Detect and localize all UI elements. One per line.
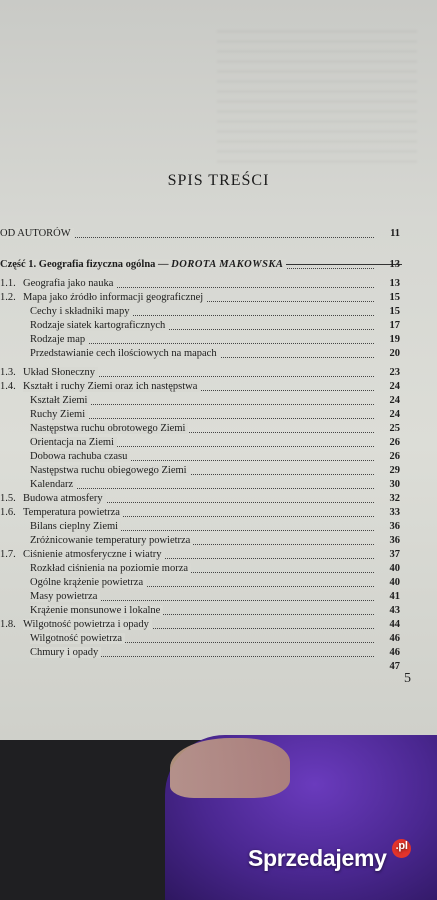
page-number: 5 — [404, 671, 411, 686]
toc-entry-title: Ruchy Ziemi — [30, 409, 86, 420]
toc-entry-title-wrap — [30, 450, 374, 464]
toc-entry-title: Wilgotność powietrza i opady — [23, 619, 149, 630]
toc-entry-title-wrap — [30, 576, 374, 590]
toc-entry-title-wrap — [30, 534, 374, 548]
toc-entry-title-wrap — [30, 562, 374, 576]
toc-page-number: 24 — [389, 409, 400, 420]
toc-extra-page-number-row — [0, 660, 400, 674]
toc-page-number: 17 — [389, 320, 400, 331]
toc-page-number: 37 — [389, 549, 400, 560]
toc-entry — [0, 492, 400, 506]
toc-entry-title-wrap — [23, 277, 374, 291]
toc-entry — [0, 506, 400, 520]
toc-entry-title: Układ Słoneczny — [23, 367, 96, 378]
toc-page-number: 47 — [389, 661, 400, 672]
toc-entry — [0, 380, 400, 394]
toc-section-number: 1.5. — [0, 493, 16, 504]
toc-page-number: 36 — [389, 521, 400, 532]
toc-entry — [0, 436, 400, 450]
toc-entry-title-wrap — [23, 492, 374, 506]
toc-entry-title-wrap — [30, 436, 374, 450]
toc-entry-title: Dobowa rachuba czasu — [30, 451, 128, 462]
toc-entry-title-wrap — [30, 305, 374, 319]
toc-entry-title: Kształt Ziemi — [30, 395, 88, 406]
toc-page-number: 25 — [389, 423, 400, 434]
toc-entry — [0, 478, 400, 492]
toc-entry — [0, 227, 400, 241]
toc-entry-title: Rodzaje siatek kartograficznych — [30, 320, 166, 331]
toc-entry — [0, 562, 400, 576]
toc-entry-title: Ogólne krążenie powietrza — [30, 577, 144, 588]
toc-entry — [0, 576, 400, 590]
toc-page-number: 29 — [389, 465, 400, 476]
toc-entry-title-wrap — [30, 394, 374, 408]
toc-entry-title: Geografia jako nauka — [23, 278, 114, 289]
toc-page-number: 30 — [389, 479, 400, 490]
toc-entry-author: DOROTA MAKOWSKA — [171, 259, 284, 270]
toc-section-number: 1.3. — [0, 367, 16, 378]
toc-entry-title: Mapa jako źródło informacji geograficznej — [23, 292, 204, 303]
toc-entry-title-wrap — [30, 319, 374, 333]
watermark-text: Sprzedajemy — [248, 845, 387, 871]
toc-entry — [0, 394, 400, 408]
toc-entry-title: Bilans cieplny Ziemi — [30, 521, 119, 532]
watermark-logo — [248, 840, 408, 872]
toc-entry-title-wrap — [23, 366, 374, 380]
toc-entry — [0, 646, 400, 660]
toc-entry-title-wrap — [30, 408, 374, 422]
toc-page-number: 46 — [389, 647, 400, 658]
toc-page-number: 33 — [389, 507, 400, 518]
toc-entry-title-wrap — [23, 618, 374, 632]
toc-section-number: 1.8. — [0, 619, 16, 630]
toc-entry — [0, 534, 400, 548]
toc-entry-title-wrap — [30, 422, 374, 436]
toc-page-number: 24 — [389, 381, 400, 392]
toc-entry — [0, 422, 400, 436]
toc-entry-title: Zróżnicowanie temperatury powietrza — [30, 535, 191, 546]
page-title: SPIS TREŚCI — [167, 172, 270, 189]
toc-page-number: 15 — [389, 292, 400, 303]
toc-page-number: 24 — [389, 395, 400, 406]
toc-section-number: 1.1. — [0, 278, 16, 289]
toc-page-number: 40 — [389, 563, 400, 574]
toc-entry — [0, 450, 400, 464]
toc-entry-title: Następstwa ruchu obrotowego Ziemi — [30, 423, 186, 434]
toc-page-number: 32 — [389, 493, 400, 504]
toc-entry-title: Chmury i opady — [30, 647, 99, 658]
toc-entry-title-wrap — [23, 506, 374, 520]
toc-page-number: 19 — [389, 334, 400, 345]
toc-entry-title: Rozkład ciśnienia na poziomie morza — [30, 563, 189, 574]
toc-entry — [0, 319, 400, 333]
toc-entry-title: Kształt i ruchy Ziemi oraz ich następstwa — [23, 381, 198, 392]
toc-page-number: 15 — [389, 306, 400, 317]
toc-entry-title-wrap — [30, 590, 374, 604]
toc-entry-title: Przedstawianie cech ilościowych na mapach — [30, 348, 217, 359]
toc-entry — [0, 277, 400, 291]
toc-entry-title-wrap — [30, 520, 374, 534]
toc-entry-title: Ciśnienie atmosferyczne i wiatry — [23, 549, 162, 560]
toc-entry — [0, 590, 400, 604]
bleed-through-text — [217, 22, 417, 162]
toc-entry-title: Część 1. Geografia fizyczna ogólna — — [0, 259, 172, 270]
toc-page-number: 36 — [389, 535, 400, 546]
toc-entry — [0, 464, 400, 478]
toc-section-number: 1.7. — [0, 549, 16, 560]
toc-entry-title-wrap — [30, 464, 374, 478]
toc-page-number: 46 — [389, 633, 400, 644]
toc-entry-title: Rodzaje map — [30, 334, 86, 345]
toc-section-number: 1.2. — [0, 292, 16, 303]
toc-entry-title-wrap — [23, 548, 374, 562]
toc-entry — [0, 632, 400, 646]
toc-entry — [0, 618, 400, 632]
toc-entry-title-wrap — [30, 632, 374, 646]
toc-entry-title-wrap — [30, 347, 374, 361]
toc-entry — [0, 520, 400, 534]
toc-page-number: 26 — [389, 451, 400, 462]
toc-entry-title-wrap — [30, 478, 374, 492]
toc-entry-title: Masy powietrza — [30, 591, 98, 602]
toc-page-number: 41 — [389, 591, 400, 602]
toc-page-number: 11 — [390, 228, 400, 239]
toc-entry-title-wrap — [30, 604, 374, 618]
toc-entry-title-wrap — [30, 646, 374, 660]
toc-entry — [0, 604, 400, 618]
toc-entry-title: Wilgotność powietrza — [30, 633, 123, 644]
toc-entry — [0, 258, 400, 272]
toc-entry-title-wrap — [30, 333, 374, 347]
toc-section-number: 1.4. — [0, 381, 16, 392]
toc-entry — [0, 291, 400, 305]
toc-page-number: 13 — [389, 259, 400, 270]
toc-entry — [0, 548, 400, 562]
toc-entry-title: Cechy i składniki mapy — [30, 306, 130, 317]
toc-entry — [0, 408, 400, 422]
toc-entry — [0, 333, 400, 347]
toc-entry-title-wrap — [23, 291, 374, 305]
toc-entry-title-wrap — [23, 380, 374, 394]
toc-entry — [0, 305, 400, 319]
toc-entry-title: Następstwa ruchu obiegowego Ziemi — [30, 465, 187, 476]
toc-entry-title: Temperatura powietrza — [23, 507, 120, 518]
toc-entry — [0, 366, 400, 380]
toc-entry-title: Krążenie monsunowe i lokalne — [30, 605, 161, 616]
toc-page-number: 26 — [389, 437, 400, 448]
toc-page-number: 44 — [389, 619, 400, 630]
toc-entry — [0, 347, 400, 361]
watermark-suffix: .pl — [395, 840, 408, 852]
toc-page-number: 13 — [389, 278, 400, 289]
hand-holding-book — [170, 738, 290, 798]
toc-page-number: 40 — [389, 577, 400, 588]
toc-section-number: 1.6. — [0, 507, 16, 518]
toc-entry-title: Budowa atmosfery — [23, 493, 103, 504]
toc-page-number: 23 — [389, 367, 400, 378]
toc-entry-title: Kalendarz — [30, 479, 74, 490]
toc-entry-title: OD AUTORÓW — [0, 228, 71, 239]
toc-entry-title: Orientacja na Ziemi — [30, 437, 114, 448]
toc-entry-title-wrap — [0, 258, 374, 272]
toc-page-number: 20 — [389, 348, 400, 359]
toc-entry-title-wrap — [0, 227, 374, 241]
toc-page-number: 43 — [389, 605, 400, 616]
